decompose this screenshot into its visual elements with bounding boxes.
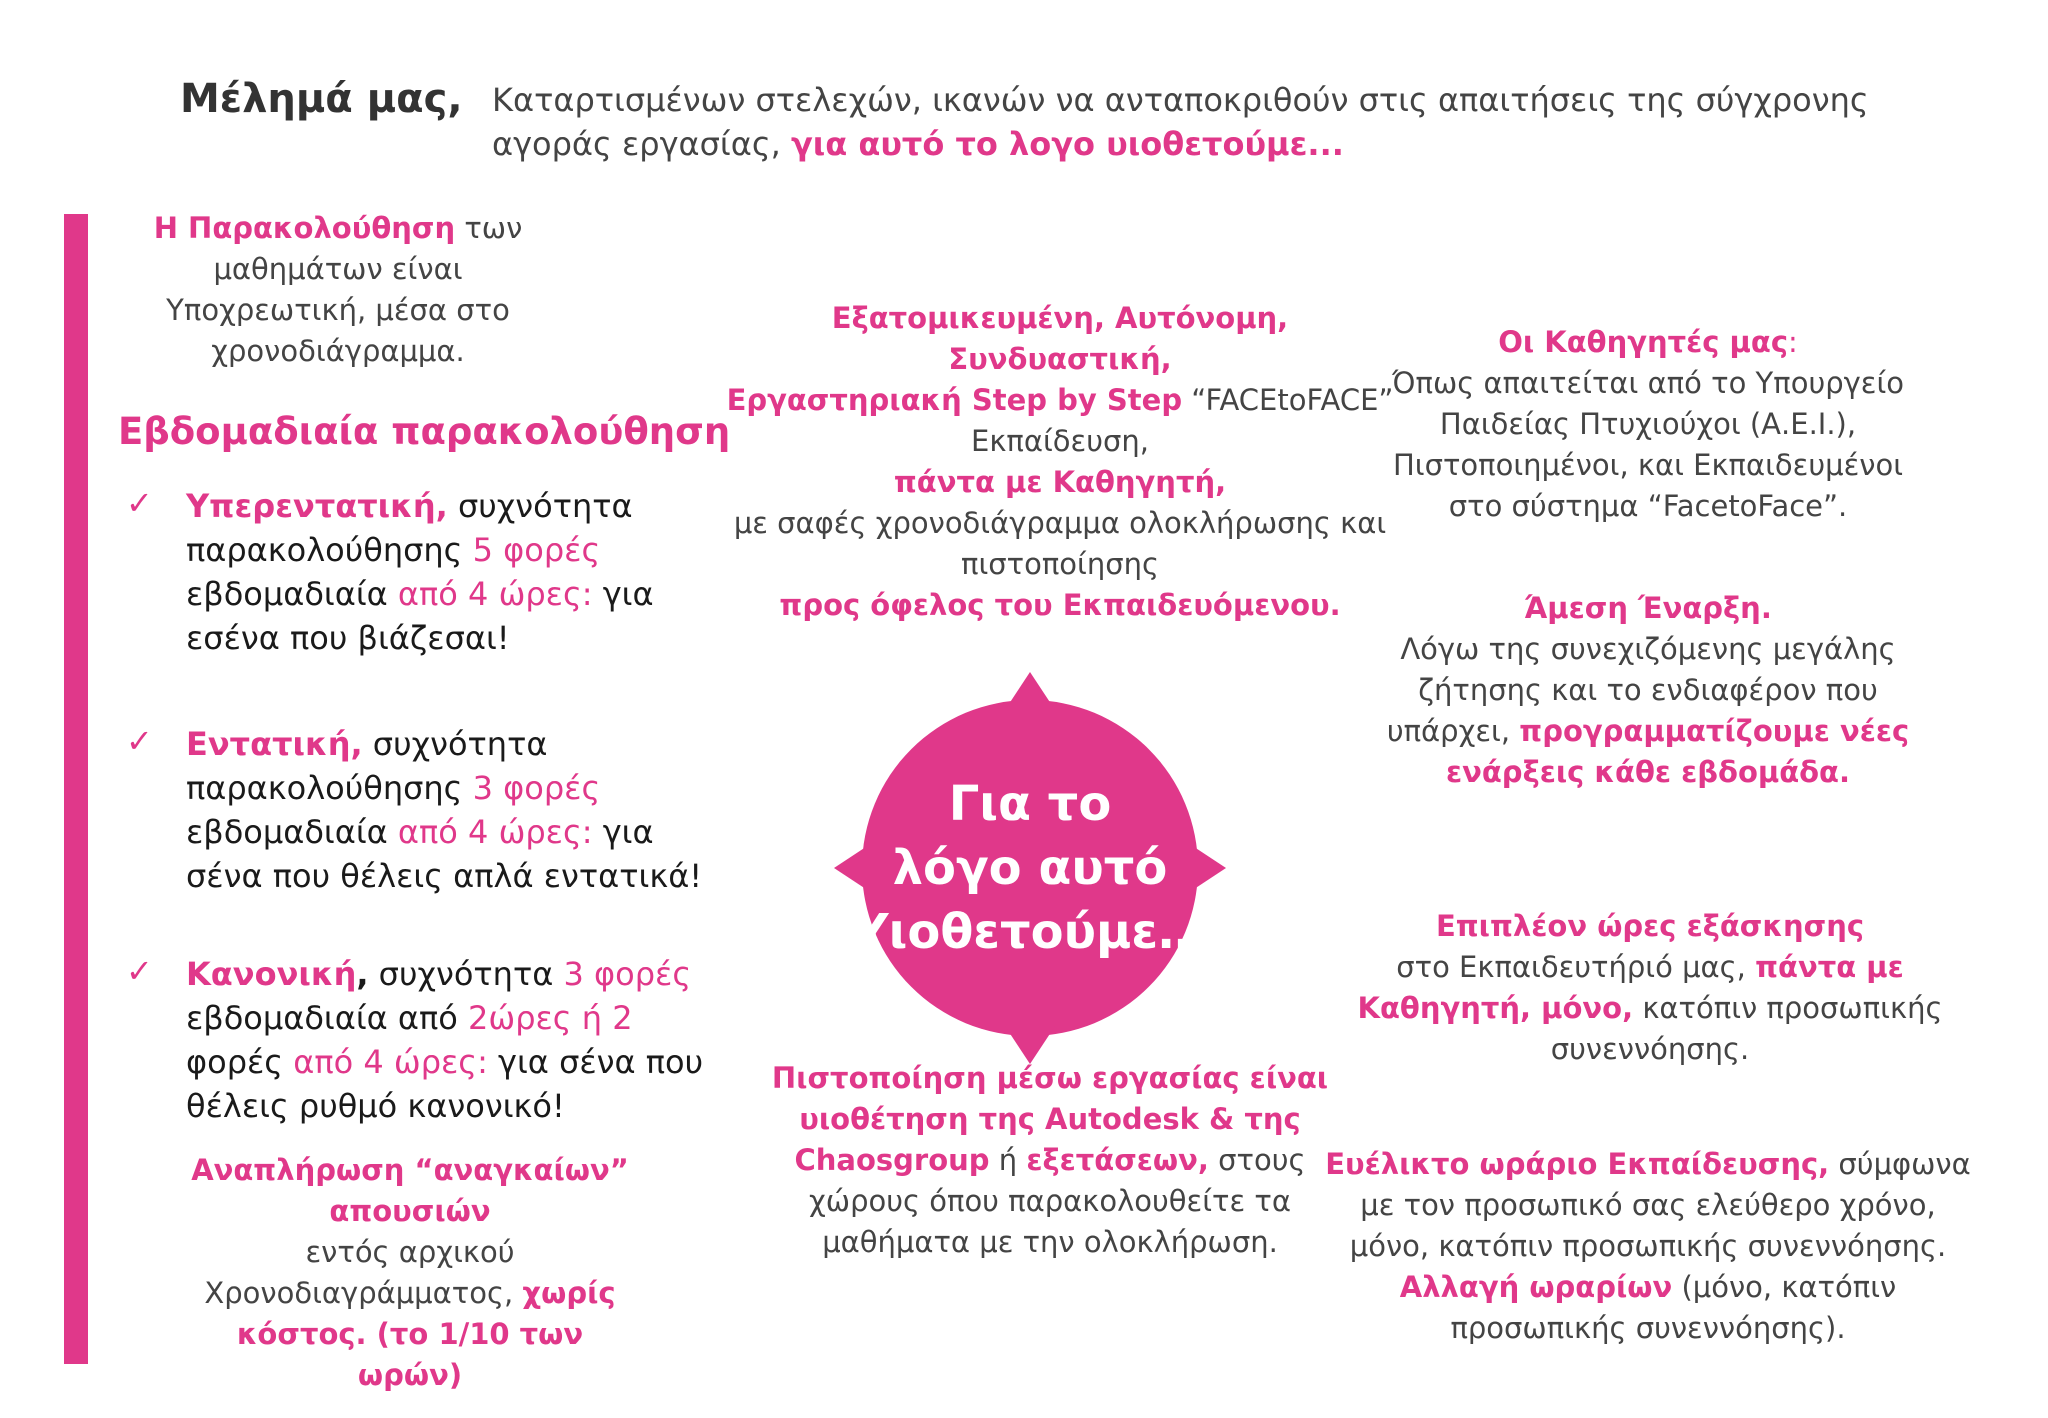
option-text-part: φορές [186,1043,294,1081]
option-text [186,484,726,660]
option-comma: , [356,955,369,993]
certification-highlight: Πιστοποίηση μέσω εργασίας είναι υιοθέτηση της Autodesk & της Chaosgroup [771,1061,1329,1177]
teachers-text: Όπως απαιτείται από το Υπουργείο Παιδείας Πτυχιούχοι (Α.Ε.Ι.), Πιστοποιημένοι, και Εκπαιδευμένοι στο σύστημα “FacetoFace”. [1391,366,1905,523]
header-text-main: Καταρτισμένων στελεχών, ικανών να ανταποκριθούν στις απαιτήσεις της σύγχρονης αγοράς εργασίας, [492,81,1869,163]
option-text-part: για σένα που θέλεις απλά εντατικά! [186,813,703,895]
page-title: Μέλημά μας, [180,76,463,122]
option-frequency: 5 φορές [472,531,601,569]
makeup-text: εντός αρχικού Χρονοδιαγράμματος, [204,1235,515,1310]
method-line-5: με σαφές χρονοδιάγραμμα ολοκλήρωσης και πιστοποίησης [733,506,1387,581]
attendance-text: των μαθημάτων είναι Υποχρεωτική, μέσα στο χρονοδιάγραμμα. [166,211,523,368]
option-text-part: συχνότητα παρακολούθησης [186,725,548,807]
option-hours: από 4 ώρες: [397,813,593,851]
extra-text: στο Εκπαιδευτήριό μας, [1396,950,1756,984]
extra-title: Επιπλέον ώρες εξάσκησης [1435,909,1865,943]
option-text [186,952,726,1128]
teachers-colon: : [1788,325,1798,359]
makeup-title: Αναπλήρωση “αναγκαίων” απουσιών [191,1153,629,1228]
header-text [492,78,1872,166]
method-line-1: Εξατομικευμένη, Αυτόνομη, Συνδυαστική, [831,301,1289,376]
attendance-block [118,208,558,372]
badge-line-2: λόγο αυτό [892,840,1168,896]
badge-line-1: Για το [948,776,1112,832]
option-text-part: εβδομαδιαία [186,813,398,851]
extra-highlight: πάντα με Καθηγητή, μόνο, [1357,950,1904,1025]
option-text-part: εβδομαδιαία από [186,999,469,1037]
option-text-part: για εσένα που βιάζεσαι! [186,575,654,657]
option-text-part: συχνότητα [368,955,564,993]
certification-highlight-exams: εξετάσεων, [1026,1143,1209,1177]
makeup-block [190,1150,630,1396]
option-hours: από 4 ώρες: [293,1043,488,1081]
badge-text [830,668,1230,1068]
option-text-part: εβδομαδιαία [186,575,398,613]
flex-text-rest: (μόνο, κατόπιν προσωπικής συνεννόησης). [1450,1270,1897,1345]
certification-block [740,1058,1360,1263]
weekly-title: Εβδομαδιαία παρακολούθηση [118,410,731,453]
flexible-schedule-block [1318,1144,1978,1349]
extra-text-rest: κατόπιν προσωπικής συνεννόησης. [1550,991,1943,1066]
method-line-2 [720,380,1400,421]
option-name: Κανονική [186,955,357,993]
teachers-title: Οι Καθηγητές μας [1498,325,1789,359]
check-icon: ✓ [126,952,153,990]
option-name: Υπερεντατική, [186,487,448,525]
method-line-3: Εκπαίδευση, [971,424,1149,458]
method-line-4: πάντα με Καθηγητή, [893,465,1227,499]
makeup-highlight: χωρίς κόστος. (το 1/10 των ωρών) [236,1276,616,1392]
immediate-start-block [1368,588,1928,793]
certification-text-rest: στους χώρους όπου παρακολουθείτε τα μαθήματα με την ολοκλήρωση. [809,1143,1306,1259]
option-text-part: συχνότητα παρακολούθησης [186,487,633,569]
method-line-6: προς όφελος του Εκπαιδευόμενου. [779,588,1341,622]
check-icon: ✓ [126,484,153,522]
option-hours: από 4 ώρες: [397,575,593,613]
header-text-highlight: για αυτό το λογο υιοθετούμε... [790,125,1344,163]
option-hours-alt: 2ώρες ή 2 [468,999,633,1037]
method-text: “FACEtoFACE” [1182,383,1394,417]
extra-practice-block [1330,906,1970,1070]
badge-line-3: Υιοθετούμε… [853,904,1207,960]
attendance-highlight: Η Παρακολούθηση [153,211,456,245]
flex-highlight: Ευέλικτο ωράριο Εκπαίδευσης, [1325,1147,1830,1181]
option-text [186,722,726,898]
option-text-part: για σένα που θέλεις ρυθμό κανονικό! [186,1043,704,1125]
immediate-title: Άμεση Έναρξη. [1524,591,1772,625]
check-icon: ✓ [126,722,153,760]
option-frequency: 3 φορές [563,955,692,993]
teachers-block [1368,322,1928,527]
flex-text: σύμφωνα με τον προσωπικό σας ελεύθερο χρόνο, μόνο, κατόπιν προσωπικής συνεννόησης. [1349,1147,1971,1263]
certification-text: ή [989,1143,1027,1177]
left-accent-bar [64,214,88,1364]
immediate-highlight: προγραμματίζουμε νέες ενάρξεις κάθε εβδομάδα. [1445,714,1910,789]
flex-highlight-2: Αλλαγή ωραρίων [1399,1270,1673,1304]
option-name: Εντατική, [186,725,363,763]
immediate-text: Λόγω της συνεχιζόμενης μεγάλης ζήτησης και το ενδιαφέρον που υπάρχει, [1386,632,1896,748]
training-method-block [720,298,1400,626]
option-frequency: 3 φορές [472,769,601,807]
method-highlight: Εργαστηριακή Step by Step [726,383,1183,417]
